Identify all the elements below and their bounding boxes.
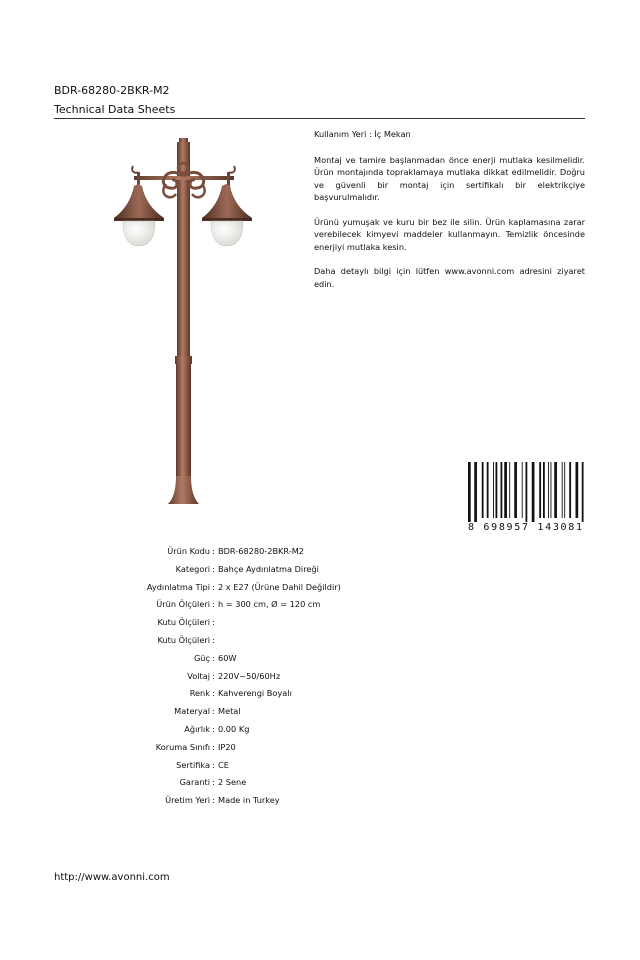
spec-row (0, 582, 640, 600)
spec-row (0, 795, 640, 813)
barcode-bar (564, 462, 565, 518)
spec-row (0, 635, 640, 653)
spec-label: Aydınlatma Tipi (146, 581, 210, 592)
barcode-bar (474, 462, 477, 522)
barcode-bar (554, 462, 557, 518)
spec-row (0, 706, 640, 724)
spec-label: Voltaj (187, 670, 210, 681)
spec-row (0, 564, 640, 582)
spec-separator: : (212, 581, 215, 592)
spec-value: IP20 (218, 741, 236, 752)
spec-label: Renk (189, 688, 210, 699)
spec-separator: : (212, 688, 215, 699)
spec-value: 60W (218, 652, 237, 663)
barcode-bar (504, 462, 507, 518)
spec-label: Kutu Ölçüleri (157, 617, 210, 628)
footer-website-link[interactable]: http://www.avonni.com (54, 872, 170, 883)
spec-separator: : (212, 652, 215, 663)
barcode-bar (532, 462, 535, 522)
spec-label: Kategori (175, 563, 210, 574)
spec-label: Koruma Sınıfı (155, 741, 210, 752)
spec-label: Güç (193, 652, 210, 663)
spec-value: Kahverengi Boyalı (218, 688, 292, 699)
spec-separator: : (212, 599, 215, 610)
barcode-bar (551, 462, 552, 518)
spec-separator: : (212, 706, 215, 717)
spec-row (0, 688, 640, 706)
spec-label: Üretim Yeri (165, 795, 210, 806)
header-divider (54, 118, 585, 119)
barcode-bar (548, 462, 549, 518)
safety-paragraph: Montaj ve tamire başlanmadan önce enerji mutlaka kesilmelidir. Ürün montajında topraklamaya mutlaka dikkat edilmelidir. Doğru ve güvenli bir montaj için sertifikalı bir elektrikçiye başvurulmalıdır. (314, 154, 585, 202)
document-subtitle: Technical Data Sheets (54, 103, 176, 116)
barcode-bar (487, 462, 489, 518)
spec-separator: : (212, 759, 215, 770)
barcode-bar (562, 462, 563, 518)
barcode-bars (468, 462, 584, 522)
spec-separator: : (212, 723, 215, 734)
spec-value: 2 Sene (218, 777, 247, 788)
barcode-bar (468, 462, 471, 522)
spec-label: Sertifika (176, 759, 210, 770)
spec-label: Ağırlık (184, 723, 210, 734)
spec-separator: : (212, 617, 215, 628)
barcode-bar (582, 462, 584, 522)
barcode-bar (496, 462, 498, 518)
spec-value: CE (218, 759, 229, 770)
barcode-bar (576, 462, 579, 518)
barcode-bar (509, 462, 510, 518)
spec-value: Made in Turkey (218, 795, 280, 806)
barcode (466, 462, 584, 532)
spec-row (0, 671, 640, 689)
spec-value: Bahçe Aydınlatma Direği (218, 563, 319, 574)
spec-separator: : (212, 795, 215, 806)
barcode-bar (493, 462, 494, 518)
spec-value: h = 300 cm, Ø = 120 cm (218, 599, 321, 610)
spec-label: Materyal (174, 706, 210, 717)
spec-separator: : (212, 777, 215, 788)
spec-separator: : (212, 741, 215, 752)
spec-separator: : (212, 634, 215, 645)
cleaning-paragraph: Ürünü yumuşak ve kuru bir bez ile silin. Ürün kaplamasına zarar verebilecek kimyevi maddeler kullanmayın. Temizlik öncesinde enerjiyi mutlaka kesin. (314, 216, 585, 252)
website-paragraph: Daha detaylı bilgi için lütfen www.avonni.com adresini ziyaret edin. (314, 266, 585, 289)
spec-row (0, 599, 640, 617)
spec-row (0, 760, 640, 778)
barcode-bar (526, 462, 528, 522)
spec-row (0, 617, 640, 635)
barcode-bar (501, 462, 503, 518)
spec-table (0, 546, 640, 813)
spec-value: 220V~50/60Hz (218, 670, 281, 681)
spec-label: Kutu Ölçüleri (157, 634, 210, 645)
spec-row (0, 724, 640, 742)
barcode-bar (543, 462, 545, 518)
spec-separator: : (212, 563, 215, 574)
barcode-bar (539, 462, 541, 518)
spec-value: 0.00 Kg (218, 723, 250, 734)
info-text (314, 128, 585, 302)
barcode-bar (514, 462, 517, 518)
spec-row (0, 546, 640, 564)
spec-label: Garanti (179, 777, 210, 788)
spec-value: 2 x E27 (Ürüne Dahil Değildir) (218, 581, 341, 592)
spec-value: BDR-68280-2BKR-M2 (218, 546, 305, 556)
spec-row (0, 653, 640, 671)
spec-row (0, 742, 640, 760)
spec-label: Ürün Ölçüleri (156, 599, 210, 610)
barcode-number: 8 698957 143081 (468, 522, 582, 532)
usage-location: Kullanım Yeri : İç Mekan (314, 129, 411, 139)
product-image (106, 136, 266, 510)
spec-value: Metal (218, 706, 241, 717)
spec-row (0, 777, 640, 795)
product-code-title: BDR-68280-2BKR-M2 (54, 84, 170, 97)
spec-separator: : (212, 670, 215, 681)
spec-label: Ürün Kodu (167, 546, 210, 556)
barcode-bar (569, 462, 571, 518)
barcode-bar (482, 462, 484, 518)
barcode-bar (522, 462, 523, 518)
spec-separator: : (212, 546, 215, 556)
